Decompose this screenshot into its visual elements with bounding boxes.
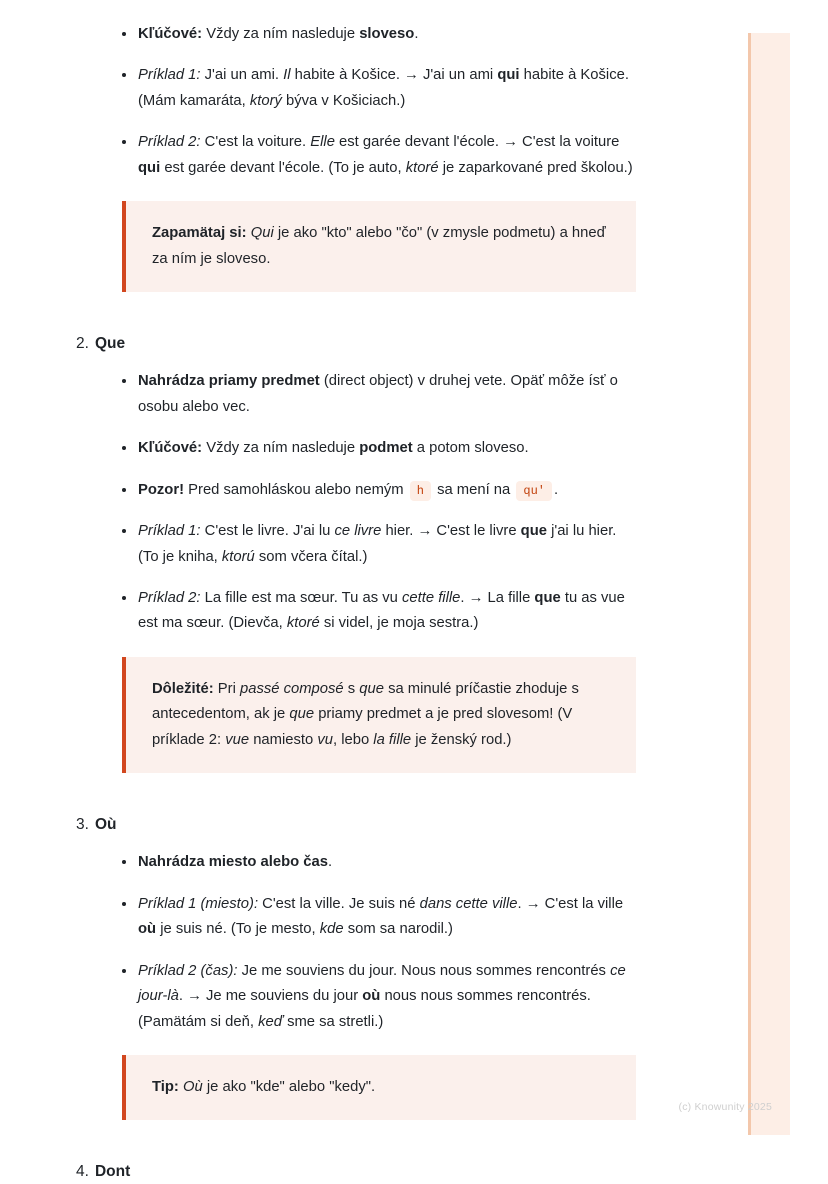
italic-text: Príklad 1:	[138, 523, 201, 540]
callout-qui	[122, 201, 636, 292]
plain-text: hier. → C'est le livre	[381, 523, 521, 540]
plain-text: Je me souviens du jour. Nous nous sommes rencontrés	[237, 962, 611, 979]
plain-text: Pri	[213, 680, 240, 697]
inline-code-chip: qu'	[516, 481, 552, 501]
bold-text: Pozor!	[138, 481, 185, 498]
bullet-list-ou	[0, 850, 700, 1035]
plain-text: .	[414, 26, 419, 42]
bullet-item-qui-key	[0, 22, 700, 47]
bold-text: Tip:	[152, 1079, 179, 1095]
heading-ou-title: Où	[94, 816, 117, 834]
bold-text: Zapamätaj si:	[152, 225, 247, 242]
bold-text: qui	[138, 159, 161, 176]
copyright-watermark: (c) Knowunity 2025	[678, 1101, 772, 1113]
top-spacer	[0, 0, 700, 22]
inline-code-chip: h	[410, 481, 431, 501]
plain-text: sa mení na	[432, 481, 515, 498]
italic-text: Il	[283, 67, 291, 84]
plain-text: som sa narodil.)	[343, 921, 453, 938]
bold-text: Nahrádza miesto alebo čas	[138, 854, 328, 871]
plain-text: si videl, je moja sestra.)	[319, 615, 479, 632]
plain-text: est garée devant l'école. (To je auto,	[160, 159, 406, 176]
italic-text: ktoré	[405, 159, 439, 176]
plain-text: som včera čítal.)	[254, 548, 368, 565]
italic-text: la fille	[373, 731, 412, 748]
heading-dont-number: 4.	[76, 1163, 89, 1181]
plain-text: . → La fille	[460, 589, 535, 606]
plain-text: .	[327, 854, 333, 871]
italic-text: ce livre	[334, 523, 382, 540]
bullet-item-que-warning	[0, 478, 700, 503]
italic-text: Où	[182, 1079, 203, 1095]
plain-text: tu as vue est ma sœur. (Dievča,	[138, 589, 625, 632]
bold-text: où	[362, 988, 381, 1005]
callout-que	[122, 657, 636, 773]
plain-text: C'est la voiture.	[200, 134, 311, 151]
italic-text: Príklad 2:	[138, 134, 201, 151]
italic-text: que	[359, 680, 384, 697]
bullet-item-que-key	[0, 436, 700, 461]
plain-text: j'ai lu hier. (To je kniha,	[138, 523, 617, 565]
bullet-item-qui-ex1	[0, 63, 700, 114]
bold-text: Kľúčové:	[138, 440, 203, 457]
bold-text: que	[520, 523, 547, 540]
plain-text: habite à Košice. (Mám kamaráta,	[138, 67, 629, 109]
italic-text: ktorú	[221, 548, 255, 565]
plain-text: est garée devant l'école. → C'est la voiture	[334, 134, 620, 151]
plain-text: s	[343, 680, 360, 697]
heading-ou-number: 3.	[76, 816, 89, 834]
heading-que	[0, 332, 700, 355]
bold-text: Kľúčové:	[138, 26, 203, 42]
spacer-after-qui	[0, 318, 700, 332]
heading-que-title: Que	[94, 335, 126, 353]
plain-text: je suis né. (To je mesto,	[156, 921, 320, 938]
italic-text: ce jour-là	[138, 962, 626, 1005]
bold-text: qui	[497, 67, 520, 84]
italic-text: kde	[319, 921, 344, 938]
italic-text: passé composé	[239, 680, 344, 697]
spacer-after-ou	[0, 1146, 700, 1160]
bold-text: où	[138, 921, 157, 938]
italic-text: ktoré	[286, 615, 320, 632]
italic-text: vu	[317, 731, 333, 748]
section-qui	[0, 22, 700, 292]
callout-text	[152, 1075, 610, 1100]
bold-text: Nahrádza priamy predmet	[138, 373, 320, 390]
plain-text: . → C'est la ville	[517, 895, 624, 912]
italic-text: Príklad 1:	[138, 67, 201, 84]
heading-dont-title: Dont	[94, 1163, 131, 1181]
plain-text: sa minulé príčastie zhoduje s antecedentom, ak je	[152, 680, 579, 723]
plain-text: Vždy za ním nasleduje	[202, 26, 360, 42]
plain-text: C'est la ville. Je suis né	[258, 895, 420, 912]
section-ou	[0, 813, 700, 1120]
italic-text: Príklad 2:	[138, 589, 201, 606]
italic-text: ktorý	[249, 92, 282, 109]
bullet-list-que	[0, 369, 700, 637]
plain-text: býva v Košiciach.)	[281, 92, 406, 109]
plain-text: J'ai un ami.	[200, 67, 284, 84]
plain-text: habite à Košice. → J'ai un ami	[290, 67, 498, 84]
callout-text	[152, 221, 610, 272]
bold-text: Dôležité:	[152, 680, 214, 697]
plain-text: . → Je me souviens du jour	[178, 988, 363, 1005]
plain-text: Vždy za ním nasleduje	[202, 440, 360, 457]
spacer-after-que	[0, 799, 700, 813]
plain-text: priamy predmet a je pred slovesom! (V príklade 2:	[152, 706, 573, 748]
italic-text: cette fille	[402, 589, 461, 606]
bullet-item-que-ex2	[0, 586, 700, 637]
plain-text: C'est le livre. J'ai lu	[200, 523, 335, 540]
italic-text: Qui	[250, 225, 274, 242]
heading-ou	[0, 813, 700, 836]
plain-text: sme sa stretli.)	[282, 1013, 384, 1030]
bullet-item-que-ex1	[0, 519, 700, 570]
italic-text: Príklad 1 (miesto):	[138, 895, 259, 912]
plain-text: je ako "kde" alebo "kedy".	[202, 1079, 376, 1095]
spacer-ou-heading	[0, 836, 700, 850]
plain-text: (direct object) v druhej vete. Opäť môže ísť o osobu alebo vec.	[138, 373, 618, 415]
plain-text: je ako "kto" alebo "čo" (v zmysle podmetu) a hneď za ním je sloveso.	[152, 225, 606, 267]
italic-text: keď	[258, 1013, 283, 1030]
plain-text: namiesto	[249, 731, 318, 748]
italic-text: Príklad 2 (čas):	[138, 962, 238, 979]
bold-text: que	[534, 589, 561, 606]
bullet-item-que-def	[0, 369, 700, 420]
bullet-item-ou-def	[0, 850, 700, 875]
plain-text: La fille est ma sœur. Tu as vu	[200, 589, 402, 606]
italic-text: vue	[225, 731, 250, 748]
section-que	[0, 332, 700, 773]
callout-text	[152, 677, 610, 753]
plain-text: nous nous sommes rencontrés. (Pamätám si deň,	[138, 988, 591, 1030]
plain-text: je ženský rod.)	[411, 731, 512, 748]
italic-text: Elle	[310, 134, 335, 151]
heading-dont	[0, 1160, 700, 1183]
italic-text: dans cette ville	[419, 895, 518, 912]
plain-text: Pred samohláskou alebo nemým	[184, 481, 408, 498]
spacer-que-heading	[0, 355, 700, 369]
plain-text: je zaparkované pred školou.)	[438, 159, 633, 176]
plain-text: .	[554, 481, 559, 498]
section-dont	[0, 1160, 700, 1183]
plain-text: a potom sloveso.	[412, 440, 529, 457]
bullet-item-ou-ex1	[0, 892, 700, 943]
plain-text: , lebo	[332, 731, 374, 748]
bold-text: podmet	[359, 440, 413, 457]
italic-text: que	[289, 706, 315, 723]
decorative-side-strip	[748, 33, 790, 1135]
bold-text: sloveso	[359, 26, 415, 42]
heading-que-number: 2.	[76, 335, 89, 353]
bullet-item-qui-ex2	[0, 130, 700, 181]
bullet-list-qui	[0, 22, 700, 181]
bullet-item-ou-ex2	[0, 959, 700, 1035]
